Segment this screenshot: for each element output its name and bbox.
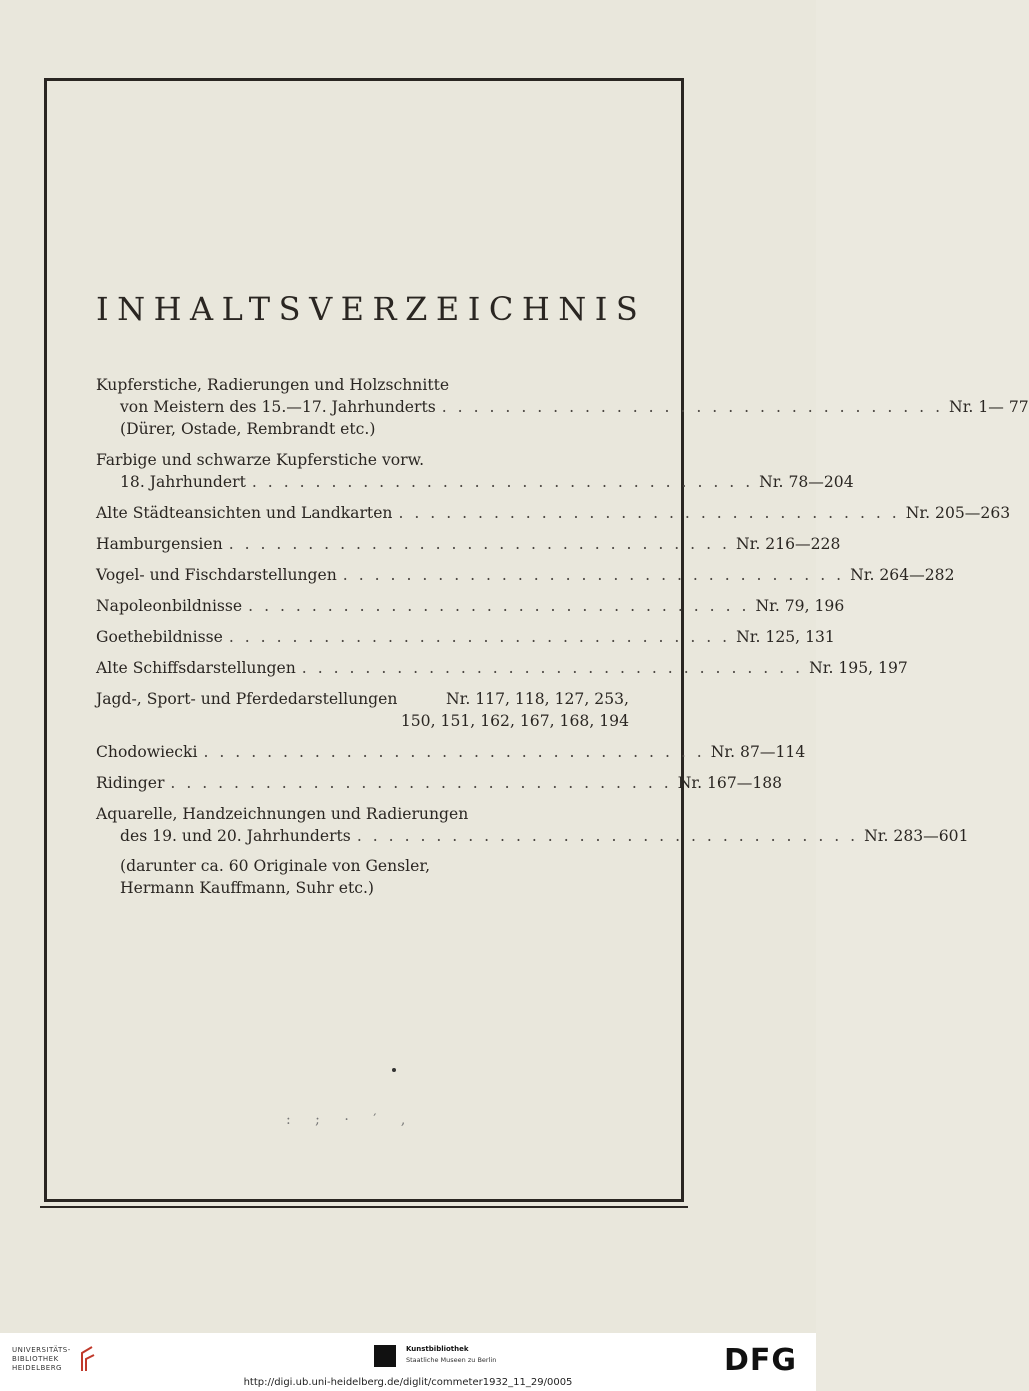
toc-entry-label: Farbige und schwarze Kupferstiche vorw.	[96, 451, 425, 469]
toc-entry-label: Hamburgensien	[96, 535, 223, 553]
leader-dots: . . . . . . . . . . . . . . . . . . . . . . . . . . . . . . . .	[441, 398, 944, 416]
toc-entry-label: Ridinger	[96, 774, 165, 792]
source-url[interactable]: http://digi.ub.uni-heidelberg.de/diglit/commeter1932_11_29/0005	[243, 1377, 573, 1388]
toc-entry-number: Nr. 283—601	[864, 827, 969, 845]
toc-entry-number: Nr. 1— 77	[949, 398, 1029, 416]
university-emblem-icon	[76, 1345, 96, 1373]
toc-entry-number: Nr. 264—282	[850, 566, 955, 584]
leader-dots: . . . . . . . . . . . . . . . . . . . . . . . . . . . . . . . .	[170, 774, 672, 792]
toc-entry	[96, 741, 806, 763]
toc-entry-label: Chodowiecki	[96, 743, 198, 761]
leader-dots: . . . . . . . . . . . . . . . . . . . . . . . . . . . . . . . .	[228, 535, 730, 553]
toc-entry-number: Nr. 216—228	[735, 535, 841, 553]
leader-dots: . . . . . . . . . . . . . . . . . . . . . . . . . . . . . . . .	[301, 659, 804, 677]
toc-entry-label: Napoleonbildnisse	[96, 597, 243, 615]
toc-entry	[96, 803, 969, 899]
toc-entry-note: (darunter ca. 60 Originale von Gensler,	[120, 857, 431, 875]
toc-entry-number: Nr. 87—114	[710, 743, 806, 761]
toc-entry	[96, 374, 1029, 440]
dfg-logo: DFG	[724, 1343, 798, 1378]
toc-entry	[96, 626, 835, 648]
toc-entry-note: Hermann Kauffmann, Suhr etc.)	[120, 879, 375, 897]
leader-dots: . . . . . . . . . . . . . . . . . . . . . . . . . . . . . . . .	[248, 597, 750, 615]
toc-entry-number: 150, 151, 162, 167, 168, 194	[400, 712, 629, 730]
leader-dots: . . . . . . . . . . . . . . . . . . . . . . . . . . . . . . . .	[251, 473, 754, 491]
toc-entry-label: Vogel- und Fischdarstellungen	[96, 566, 337, 584]
toc-entry	[96, 657, 908, 679]
toc-entry	[96, 772, 783, 794]
toc-entry-number: Nr. 78—204	[759, 473, 854, 491]
toc-entry-number: Nr. 195, 197	[809, 659, 908, 677]
toc-entry-label: des 19. und 20. Jahrhunderts	[120, 827, 351, 845]
toc-entry-label: Aquarelle, Handzeichnungen und Radierungen	[96, 805, 469, 823]
toc-entry-label: 18. Jahrhundert	[120, 473, 246, 491]
toc-entry-number: Nr. 79, 196	[755, 597, 845, 615]
toc-entry-label: Alte Schiffsdarstellungen	[96, 659, 296, 677]
toc-entry-number: Nr. 167—188	[677, 774, 783, 792]
kunstbibliothek-icon	[374, 1345, 396, 1367]
university-library-logo: UNIVERSITÄTS- BIBLIOTHEK HEIDELBERG	[12, 1346, 71, 1372]
toc-entry-label: Alte Städteansichten und Landkarten	[96, 504, 393, 522]
toc-entry-label: von Meistern des 15.—17. Jahrhunderts	[120, 398, 436, 416]
leader-dots: . . . . . . . . . . . . . . . . . . . . . . . . . . . . . . . .	[203, 743, 705, 761]
leader-dots: . . . . . . . . . . . . . . . . . . . . . . . . . . . . . . . .	[398, 504, 900, 522]
page-title: INHALTSVERZEICHNIS	[96, 290, 647, 328]
toc-entry	[96, 533, 841, 555]
ink-speck	[392, 1068, 396, 1072]
toc-entry-number: Nr. 117, 118, 127, 253,	[445, 690, 629, 708]
footer-bar: UNIVERSITÄTS- BIBLIOTHEK HEIDELBERG Kunstbibliothek Staatliche Museen zu Berlin DFG http://digi.ub.uni-heidelberg.de/diglit/commeter1932_11_29/0005	[0, 1333, 816, 1391]
toc-entry	[96, 564, 955, 586]
table-of-contents	[96, 374, 1029, 899]
faint-marks: : ; · ′ ,	[286, 1112, 416, 1128]
leader-dots: . . . . . . . . . . . . . . . . . . . . . . . . . . . . . . . .	[356, 827, 859, 845]
toc-entry	[96, 502, 1011, 524]
leader-dots: . . . . . . . . . . . . . . . . . . . . . . . . . . . . . . . .	[342, 566, 845, 584]
toc-entry-number: Nr. 205—263	[905, 504, 1011, 522]
toc-entry	[96, 688, 629, 732]
toc-entry-note: (Dürer, Ostade, Rembrandt etc.)	[120, 420, 376, 438]
leader-dots: . . . . . . . . . . . . . . . . . . . . . . . . . . . . . . . .	[228, 628, 731, 646]
toc-entry-label: Goethebildnisse	[96, 628, 223, 646]
toc-entry	[96, 449, 854, 493]
toc-entry-label: Kupferstiche, Radierungen und Holzschnitte	[96, 376, 450, 394]
toc-entry-number: Nr. 125, 131	[736, 628, 835, 646]
toc-entry-label: Jagd-, Sport- und Pferdedarstellungen	[96, 690, 398, 708]
toc-entry	[96, 595, 845, 617]
